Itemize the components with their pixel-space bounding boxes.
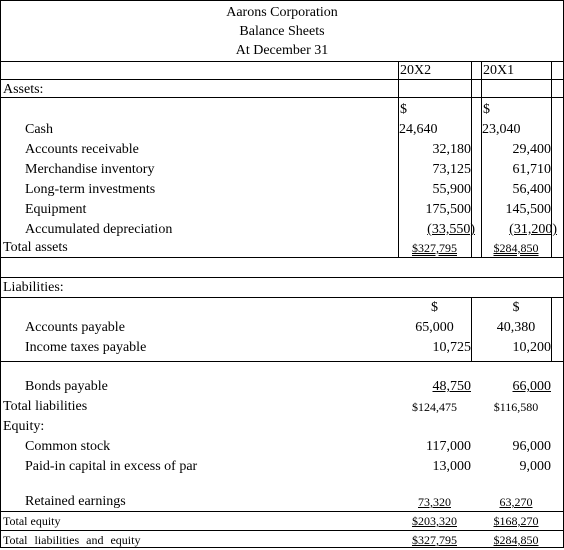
- row-label-retained-earnings: Retained earnings: [25, 494, 126, 509]
- value-accounts-receivable-20x2: 32,180: [432, 142, 471, 157]
- value-accumulated-depreciation-20x1: (31,200): [509, 222, 557, 237]
- grid-line: [1, 61, 563, 62]
- grid-line: [471, 297, 472, 361]
- value-total-assets-20x1: $284,850: [493, 241, 539, 255]
- row-label-bonds-payable: Bonds payable: [25, 379, 108, 394]
- value-total-assets-20x2: $327,795: [412, 241, 457, 255]
- value-paid-in-capital-20x2: 13,000: [432, 459, 471, 474]
- statement-date: At December 31: [235, 43, 329, 58]
- value-accumulated-depreciation-20x2: (33,550): [427, 222, 475, 237]
- value-total-liabilities-20x1: $116,580: [493, 400, 539, 414]
- liabilities-heading: Liabilities:: [3, 280, 64, 295]
- currency-symbol: $: [512, 300, 520, 315]
- value-income-taxes-payable-20x2: 10,725: [432, 340, 471, 355]
- grid-line: [1, 361, 563, 362]
- value-merchandise-inventory-20x2: 73,125: [432, 162, 471, 177]
- value-cash-20x1: 23,040: [482, 122, 521, 137]
- currency-symbol: $: [400, 102, 407, 117]
- value-retained-earnings-20x1: 63,270: [499, 495, 533, 509]
- statement-title: Balance Sheets: [239, 24, 325, 39]
- assets-heading: Assets:: [3, 82, 44, 97]
- grid-line: [1, 79, 563, 80]
- value-cash-20x2: 24,640: [399, 122, 438, 137]
- grid-line: [551, 297, 552, 361]
- row-label-total-equity: Total equity: [3, 514, 61, 528]
- row-label-total-liabilities-and-equity: Total liabilities and equity: [3, 533, 141, 547]
- value-accounts-payable-20x1: 40,380: [496, 320, 536, 335]
- value-total-equity-20x2: $203,320: [412, 514, 457, 528]
- row-label-merchandise-inventory: Merchandise inventory: [25, 162, 155, 177]
- row-label-long-term-investments: Long-term investments: [25, 182, 156, 197]
- row-label-income-taxes-payable: Income taxes payable: [25, 340, 147, 355]
- value-total-equity-20x1: $168,270: [493, 514, 539, 528]
- value-long-term-investments-20x2: 55,900: [432, 182, 471, 197]
- column-header-20x1: 20X1: [483, 63, 515, 78]
- row-label-common-stock: Common stock: [25, 439, 111, 454]
- row-label-total-liabilities: Total liabilities: [3, 399, 88, 414]
- row-label-paid-in-capital: Paid-in capital in excess of par: [25, 459, 198, 474]
- row-label-cash: Cash: [25, 122, 53, 137]
- row-label-equipment: Equipment: [25, 202, 87, 217]
- equity-heading: Equity:: [3, 419, 45, 434]
- value-income-taxes-payable-20x1: 10,200: [512, 340, 551, 355]
- value-long-term-investments-20x1: 56,400: [512, 182, 551, 197]
- row-label-accounts-payable: Accounts payable: [25, 320, 125, 335]
- grid-line: [1, 97, 563, 98]
- row-label-accumulated-depreciation: Accumulated depreciation: [25, 222, 173, 237]
- value-paid-in-capital-20x1: 9,000: [519, 459, 551, 474]
- value-total-liabilities-and-equity-20x2: $327,795: [412, 533, 457, 547]
- value-merchandise-inventory-20x1: 61,710: [512, 162, 551, 177]
- value-bonds-payable-20x1: 66,000: [512, 379, 551, 394]
- value-equipment-20x2: 175,500: [425, 202, 471, 217]
- row-label-total-assets: Total assets: [3, 240, 68, 255]
- value-common-stock-20x2: 117,000: [426, 439, 471, 454]
- currency-symbol: $: [483, 102, 490, 117]
- value-retained-earnings-20x2: 73,320: [418, 495, 451, 509]
- value-accounts-receivable-20x1: 29,400: [512, 142, 551, 157]
- value-bonds-payable-20x2: 48,750: [432, 379, 471, 394]
- value-accounts-payable-20x2: 65,000: [415, 320, 454, 335]
- grid-line: [1, 511, 563, 512]
- company-name: Aarons Corporation: [226, 5, 338, 20]
- grid-line: [1, 297, 563, 298]
- grid-line: [1, 277, 563, 278]
- column-header-20x2: 20X2: [400, 63, 432, 78]
- row-label-accounts-receivable: Accounts receivable: [25, 142, 139, 157]
- currency-symbol: $: [431, 300, 438, 315]
- value-equipment-20x1: 145,500: [505, 202, 551, 217]
- value-common-stock-20x1: 96,000: [512, 439, 551, 454]
- value-total-liabilities-20x2: $124,475: [412, 400, 457, 414]
- grid-line: [1, 257, 563, 258]
- value-total-liabilities-and-equity-20x1: $284,850: [493, 533, 539, 547]
